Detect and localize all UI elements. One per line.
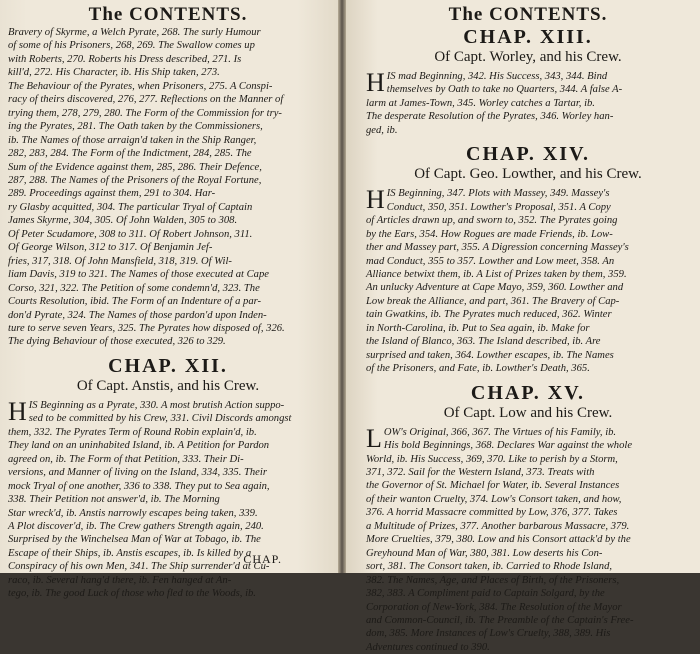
entry-line: sed to be committed by his Crew, 331. Civil Discords amongst <box>28 413 292 425</box>
book-gutter <box>338 0 346 573</box>
chapter-title: CHAP. XII. <box>108 354 228 377</box>
entry-line: a Multitude of Prizes, 377. Another barbarous Massacre, 379. <box>366 520 630 532</box>
chapter-list <box>366 26 690 654</box>
entry-line: Alliance betwixt them, ib. A List of Prizes taken by them, 359. <box>366 268 627 280</box>
entry-line: Of George Wilson, 312 to 317. Of Benjamin Jef- <box>8 242 213 254</box>
entry-line: James Skyrme, 304, 305. Of John Walden, 305 to 308. <box>8 215 238 227</box>
chapter-title: CHAP. XIV. <box>466 143 590 166</box>
entry-line: ture to serve seven Years, 325. The Pyrates how disposed of, 326. <box>8 322 285 334</box>
entry-line: Bravery of Skyrme, a Welch Pyrate, 268. The surly Humour <box>8 27 261 38</box>
entry-line: Corso, 321, 322. The Petition of some condemn'd, 323. The <box>8 282 260 294</box>
entry-line: 338. Their Petition not answer'd, ib. The Morning <box>8 494 220 506</box>
chapter-subtitle: Of Capt. Anstis, and his Crew. <box>76 377 260 394</box>
entry-line: sort, 381. The Consort taken, ib. Carried to Rhode Island, <box>366 561 613 573</box>
entry-line: of their wanton Cruelty, 374. Low's Consort taken, and how, <box>366 493 622 505</box>
entry-line: dom, 385. More Instances of Low's Cruelty, 388, 389. His <box>366 628 611 640</box>
entry-line: tego, ib. The good Luck of those who fled to the Woods, ib. <box>8 588 256 600</box>
entry-line: liam Davis, 319 to 321. The Names of those executed at Cape <box>8 269 269 281</box>
entry-line: the Island of Blanco, 363. The Island described, ib. Are <box>366 336 601 348</box>
entry-line: ry Glasby acquitted, 304. The particular Tryal of Captain <box>8 201 253 213</box>
chapter-entries <box>366 187 690 375</box>
entry-line: by the Ears, 354. How Rogues are made Friends, ib. Low- <box>366 228 613 240</box>
entry-line: Surprised by the Winchelsea Man of War at Tobago, ib. The <box>8 534 261 546</box>
entry-line: 371, 372. Sail for the Western Island, 373. Treats with <box>366 466 595 478</box>
entry-line: racy of theirs discovered, 276, 277. Reflections on the Manner of <box>8 94 284 106</box>
entry-line: Corporation of New-York, 384. The Resolution of the Mayor <box>366 601 622 613</box>
entry-line: The desperate Resolution of the Pyrates, 346. Worley han- <box>366 111 614 123</box>
chapter-subtitle: Of Capt. Low and his Crew. <box>443 404 613 421</box>
entry-line: More Cruelties, 379, 380. Low and his Consort attack'd by the <box>366 534 631 546</box>
entry-line: 289. Proceedings against them, 291 to 304. Har- <box>8 188 216 200</box>
drop-cap: L <box>366 423 382 453</box>
entry-line: The Behaviour of the Pyrates, when Prisoners, 275. A Conspi- <box>8 80 273 92</box>
chapter-title: CHAP. XIII. <box>463 26 593 48</box>
entry-line: The dying Behaviour of those executed, 326 to 329. <box>8 336 226 348</box>
entry-line: of Articles drawn up, and sworn to, 352. The Pyrates going <box>366 215 618 227</box>
entry-line: His bold Beginnings, 368. Declares War against the whole <box>383 440 633 452</box>
entry-line: IS Beginning as a Pyrate, 330. A most brutish Action suppo- <box>28 399 285 411</box>
entry-line: versions, and Manner of living on the Island, 334, 335. Their <box>8 467 267 479</box>
entry-line: of the Prisoners, and Fate, ib. Lowther's Death, 365. <box>366 363 590 375</box>
entry-line: ged, ib. <box>366 124 398 136</box>
entry-line: of some of his Prisoners, 268, 269. The Swallow comes up <box>8 40 255 52</box>
entry-line: Escape of their Ships, ib. Anstis escapes, ib. Is killed by a <box>8 547 252 559</box>
entry-line: raco, ib. Several hang'd there, ib. Fen hanged at An- <box>8 574 232 586</box>
entry-line: ib. The Names of those arraign'd taken in the Ship Ranger, <box>8 134 257 146</box>
entry-line: A Plot discover'd, ib. The Crew gathers Strength again, 240. <box>8 520 264 532</box>
entry-line: fries, 317, 318. Of John Mansfield, 318, 319. Of Wil- <box>8 255 232 267</box>
chapter-title: CHAP. XV. <box>470 381 586 404</box>
entry-line: OW's Original, 366, 367. The Virtues of his Family, ib. <box>383 426 617 438</box>
entry-line: IS mad Beginning, 342. His Success, 343, 344. Bind <box>386 71 608 82</box>
entry-line: Star wreck'd, ib. Anstis narrowly escapes being taken, 339. <box>8 507 258 519</box>
entry-line: World, ib. His Success, 369, 370. Like to perish by a Storm, <box>366 453 618 465</box>
entry-line: agreed on, ib. The Form of that Petition, 333. Their Di- <box>8 453 244 465</box>
entry-line: in North-Carolina, ib. Put to Sea again, ib. Make for <box>366 322 590 334</box>
prior-chapter-entries <box>8 26 328 349</box>
entry-line: 382. The Names, Age, and Places of Birth, of the Prisoners, <box>366 574 620 586</box>
entry-line: Of Peter Scudamore, 308 to 311. Of Robert Johnson, 311. <box>8 228 253 240</box>
entry-line: 382, 383. A Compliment paid to Captain Solgard, by the <box>366 588 605 600</box>
running-head: The CONTENTS. <box>448 4 608 25</box>
entry-line: ther and Massey part, 355. A Digression concerning Massey's <box>366 242 629 254</box>
entry-line: themselves by Oath to take no Quarters, 344. A false A- <box>386 84 623 96</box>
entry-line: They land on an uninhabited Island, ib. A Petition for Pardon <box>8 440 270 452</box>
drop-cap: H <box>366 68 385 97</box>
entry-line: ing the Pyrates, 281. The Oath taken by the Commissioners, <box>8 121 263 133</box>
entry-line: 376. A horrid Massacre committed by Low, 376, 377. Takes <box>366 507 618 519</box>
catchword: CHAP. <box>243 552 282 566</box>
entry-line: larm at James-Town, 345. Worley catches a Tartar, ib. <box>366 97 595 109</box>
drop-cap: H <box>8 396 27 426</box>
chapter-entries <box>366 423 690 654</box>
entry-line: 282, 283, 284. The Form of the Indictment, 284, 285. The <box>8 148 252 160</box>
right-page <box>346 0 700 653</box>
entry-line: 287, 288. The Names of the Prisoners of the Royal Fortune, <box>8 174 262 186</box>
entry-line: Conspiracy of his own Men, 341. The Ship surrender'd at Cu- <box>8 561 270 573</box>
entry-line: IS Beginning, 347. Plots with Massey, 349. Massey's <box>386 188 610 200</box>
entry-line: and Common-Council, ib. The Preamble of the Captain's Free- <box>366 614 634 626</box>
entry-line: Courts Resolution, ibid. The Form of an Indenture of a par- <box>8 296 262 308</box>
chapter-subtitle: Of Capt. Geo. Lowther, and his Crew. <box>414 166 642 183</box>
entry-line: tain Gwatkins, ib. The Pyrates much reduced, 362. Winter <box>366 309 612 321</box>
chapter-entries <box>8 396 328 601</box>
entry-line: kill'd, 272. His Character, ib. His Ship taken, 273. <box>8 67 220 79</box>
entry-line: Conduct, 350, 351. Lowther's Proposal, 351. A Copy <box>386 201 611 213</box>
drop-cap: H <box>366 185 385 215</box>
entry-line: Low break the Alliance, and part, 361. The Bravery of Cap- <box>366 295 620 307</box>
left-page <box>0 0 338 600</box>
entry-line: the Governor of St. Michael for Water, ib. Several Instances <box>366 480 620 492</box>
entry-line: don'd Pyrate, 324. The Names of those pardon'd upon Inden- <box>8 309 267 321</box>
running-head: The CONTENTS. <box>88 4 248 25</box>
entry-line: Adventures continued to 390. <box>366 641 490 653</box>
chapter-subtitle: Of Capt. Worley, and his Crew. <box>434 49 622 65</box>
entry-line: mock Tryal of one another, 336 to 338. They put to Sea again, <box>8 480 270 492</box>
entry-line: Greyhound Man of War, 380, 381. Low deserts his Con- <box>366 547 603 559</box>
entry-line: surprised and taken, 364. Lowther escapes, ib. The Names <box>366 349 614 361</box>
entry-line: An unlucky Adventure at Cape Mayo, 359, 360. Lowther and <box>366 282 624 294</box>
entry-line: with Roberts, 270. Roberts his Dress described, 271. Is <box>8 53 242 65</box>
entry-line: Sum of the Evidence against them, 285, 286. Their Defence, <box>8 161 262 173</box>
chapter-entries <box>366 70 690 137</box>
entry-line: them, 332. The Pyrates Term of Round Robin explain'd, ib. <box>8 426 257 438</box>
entry-line: mad Conduct, 355 to 357. Lowther and Low meet, 358. An <box>366 255 615 267</box>
entry-line: trying them, 278, 279, 280. The Form of the Commission for try- <box>8 107 282 119</box>
